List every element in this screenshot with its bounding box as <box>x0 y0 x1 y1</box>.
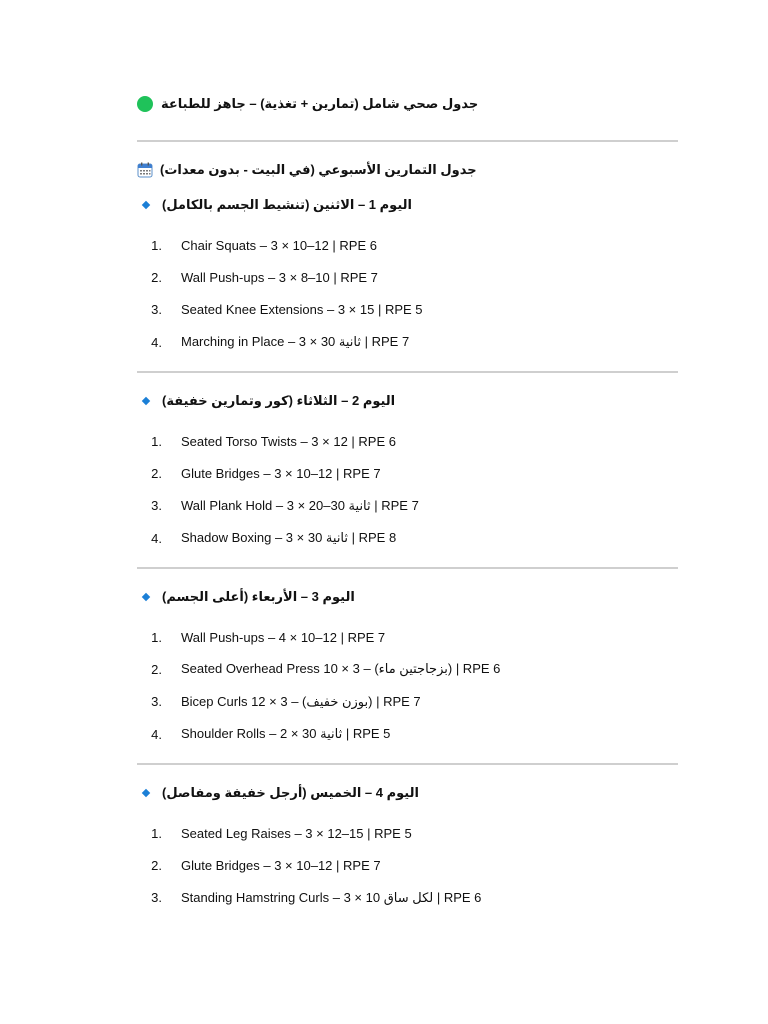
item-number: 3. <box>151 498 162 514</box>
list-item <box>140 229 680 261</box>
divider <box>137 140 678 142</box>
divider <box>137 567 678 569</box>
day-section-4 <box>140 783 680 914</box>
list-item <box>140 817 680 849</box>
exercise-text: Glute Bridges – 3 × 10–12 | RPE 7 <box>181 465 381 481</box>
exercise-text: Marching in Place – 3 × 30 ثانية | RPE 7 <box>181 334 410 350</box>
item-number: 3. <box>151 694 162 710</box>
list-item <box>140 326 680 358</box>
diamond-bullet-icon <box>142 201 150 209</box>
diamond-bullet-icon <box>142 789 150 797</box>
item-number: 3. <box>151 302 162 318</box>
diamond-bullet-icon <box>142 397 150 405</box>
list-item <box>140 425 680 457</box>
day-heading <box>140 783 680 803</box>
calendar-icon <box>137 162 153 178</box>
list-item <box>140 490 680 522</box>
item-number: 1. <box>151 433 162 449</box>
day-title: اليوم 1 – الاثنين (تنشيط الجسم بالكامل) <box>162 197 412 212</box>
day-section-2 <box>140 391 680 554</box>
page-title: جدول صحي شامل (تمارين + تغذية) – جاهز للطباعة <box>161 96 479 111</box>
exercise-text: Seated Torso Twists – 3 × 12 | RPE 6 <box>181 433 396 449</box>
list-item <box>140 686 680 718</box>
exercise-text: Seated Overhead Press 10 × 3 – (بزجاجتين ماء) | RPE 6 <box>181 661 501 677</box>
day-title: اليوم 4 – الخميس (أرجل خفيفة ومفاصل) <box>162 785 419 800</box>
exercise-text: Seated Leg Raises – 3 × 12–15 | RPE 5 <box>181 825 412 841</box>
day-section-1 <box>140 195 680 358</box>
exercise-text: Wall Push-ups – 4 × 10–12 | RPE 7 <box>181 629 386 645</box>
day-section-3 <box>140 587 680 750</box>
item-number: 2. <box>151 661 162 677</box>
exercise-text: Bicep Curls 12 × 3 – (بوزن خفيف) | RPE 7 <box>181 693 421 709</box>
list-item <box>140 621 680 653</box>
item-number: 3. <box>151 890 162 906</box>
item-number: 1. <box>151 237 162 253</box>
item-number: 1. <box>151 629 162 645</box>
exercise-text: Wall Plank Hold – 3 × 20–30 ثانية | RPE 7 <box>181 497 419 513</box>
list-item <box>140 457 680 489</box>
item-number: 4. <box>151 530 162 546</box>
exercise-text: Glute Bridges – 3 × 10–12 | RPE 7 <box>181 857 381 873</box>
list-item <box>140 849 680 881</box>
title-row <box>137 92 478 116</box>
exercise-list <box>140 621 680 750</box>
exercise-text: Shoulder Rolls – 2 × 30 ثانية | RPE 5 <box>181 726 391 742</box>
divider <box>137 371 678 373</box>
exercise-list <box>140 425 680 554</box>
schedule-heading-row <box>137 159 477 181</box>
divider <box>137 763 678 765</box>
exercise-text: Standing Hamstring Curls – 3 × 10 لكل ساق | RPE 6 <box>181 889 482 905</box>
item-number: 2. <box>151 465 162 481</box>
item-number: 1. <box>151 825 162 841</box>
list-item <box>140 653 680 685</box>
list-item <box>140 522 680 554</box>
diamond-bullet-icon <box>142 593 150 601</box>
item-number: 2. <box>151 269 162 285</box>
day-title: اليوم 3 – الأربعاء (أعلى الجسم) <box>162 589 355 604</box>
schedule-heading: جدول التمارين الأسبوعي (في البيت - بدون معدات) <box>160 162 477 177</box>
day-heading <box>140 587 680 607</box>
list-item <box>140 261 680 293</box>
exercise-text: Wall Push-ups – 3 × 8–10 | RPE 7 <box>181 269 378 285</box>
exercise-list <box>140 229 680 358</box>
item-number: 4. <box>151 334 162 350</box>
green-circle-icon <box>137 96 153 112</box>
exercise-list <box>140 817 680 914</box>
list-item <box>140 882 680 914</box>
exercise-text: Shadow Boxing – 3 × 30 ثانية | RPE 8 <box>181 530 397 546</box>
list-item <box>140 294 680 326</box>
list-item <box>140 718 680 750</box>
exercise-text: Chair Squats – 3 × 10–12 | RPE 6 <box>181 237 377 253</box>
day-heading <box>140 391 680 411</box>
day-heading <box>140 195 680 215</box>
exercise-text: Seated Knee Extensions – 3 × 15 | RPE 5 <box>181 302 423 318</box>
item-number: 2. <box>151 857 162 873</box>
item-number: 4. <box>151 726 162 742</box>
day-title: اليوم 2 – الثلاثاء (كور وتمارين خفيفة) <box>162 393 396 408</box>
